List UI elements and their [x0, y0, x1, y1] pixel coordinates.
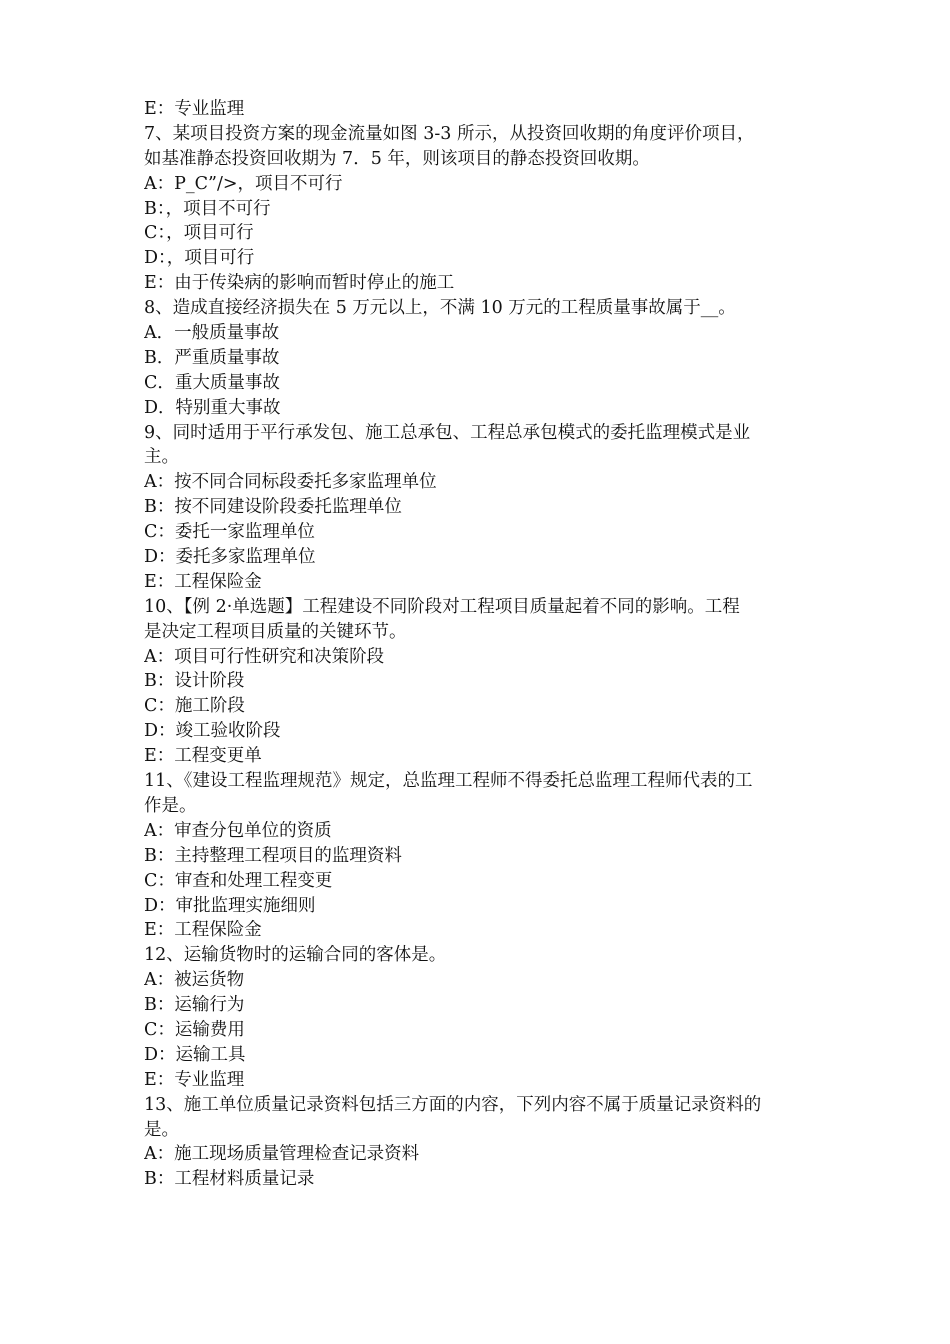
question-12-option-a: A：被运货物 [144, 970, 245, 991]
question-8-option-c: C．重大质量事故 [144, 372, 280, 393]
question-10-option-a: A：项目可行性研究和决策阶段 [144, 646, 385, 667]
question-7-option-a: A：P_C”/>，项目不可行 [144, 173, 343, 194]
question-11-option-c: C：审查和处理工程变更 [144, 870, 333, 891]
question-8-option-b: B．严重质量事故 [144, 347, 280, 368]
question-10-option-b: B：设计阶段 [144, 671, 245, 692]
question-10-option-e: E：工程变更单 [144, 746, 262, 767]
option-e-line: E：专业监理 [144, 99, 245, 119]
question-7-option-b: B：，项目不可行 [144, 198, 271, 219]
question-11-line-2: 作是。 [144, 795, 197, 816]
question-11-line-1: 11、《建设工程监理规范》规定，总监理工程师不得委托总监理工程师代表的工 [144, 771, 753, 792]
question-12-line: 12、运输货物时的运输合同的客体是。 [144, 945, 447, 966]
question-13-line-2: 是。 [144, 1119, 179, 1140]
question-10-option-c: C：施工阶段 [144, 696, 245, 717]
question-7-option-d: D：，项目可行 [144, 248, 255, 269]
question-11-option-e: E：工程保险金 [144, 920, 262, 941]
question-10-line-2: 是决定工程项目质量的关键环节。 [144, 621, 407, 642]
question-13-line-1: 13、施工单位质量记录资料包括三方面的内容，下列内容不属于质量记录资料的 [144, 1094, 762, 1115]
question-9-option-c: C：委托一家监理单位 [144, 522, 315, 543]
question-11-option-d: D：审批监理实施细则 [144, 895, 316, 916]
question-9-option-a: A：按不同合同标段委托多家监理单位 [144, 472, 437, 493]
question-9-line-1: 9、同时适用于平行承发包、施工总承包、工程总承包模式的委托监理模式是业 [144, 422, 751, 443]
question-12-option-e: E：专业监理 [144, 1069, 245, 1090]
question-11-option-b: B：主持整理工程项目的监理资料 [144, 845, 402, 866]
question-10-line-1: 10、【例 2·单选题】工程建设不同阶段对工程项目质量起着不同的影响。工程 [144, 596, 740, 617]
question-12-option-d: D：运输工具 [144, 1044, 246, 1065]
question-13-option-b: B：工程材料质量记录 [144, 1169, 315, 1190]
question-11-option-a: A：审查分包单位的资质 [144, 820, 332, 841]
question-9-line-2: 主。 [144, 447, 179, 468]
question-7-option-e: E：由于传染病的影响而暂时停止的施工 [144, 273, 455, 294]
question-7-line-2: 如基准静态投资回收期为 7．5 年，则该项目的静态投资回收期。 [144, 148, 650, 169]
question-9-option-b: B：按不同建设阶段委托监理单位 [144, 497, 402, 518]
question-10-option-d: D：竣工验收阶段 [144, 721, 281, 742]
document-body [144, 97, 810, 1192]
question-8-option-d: D．特别重大事故 [144, 397, 281, 418]
question-8-line: 8、造成直接经济损失在 5 万元以上，不满 10 万元的工程质量事故属于__。 [144, 298, 736, 319]
question-12-option-c: C：运输费用 [144, 1019, 245, 1040]
question-9-option-e: E：工程保险金 [144, 571, 262, 592]
question-7-option-c: C：，项目可行 [144, 223, 254, 244]
question-12-option-b: B：运输行为 [144, 995, 245, 1016]
question-13-option-a: A：施工现场质量管理检查记录资料 [144, 1144, 420, 1165]
question-7-line-1: 7、某项目投资方案的现金流量如图 3-3 所示，从投资回收期的角度评价项目， [144, 123, 755, 144]
question-8-option-a: A．一般质量事故 [144, 323, 280, 344]
question-9-option-d: D：委托多家监理单位 [144, 547, 316, 568]
